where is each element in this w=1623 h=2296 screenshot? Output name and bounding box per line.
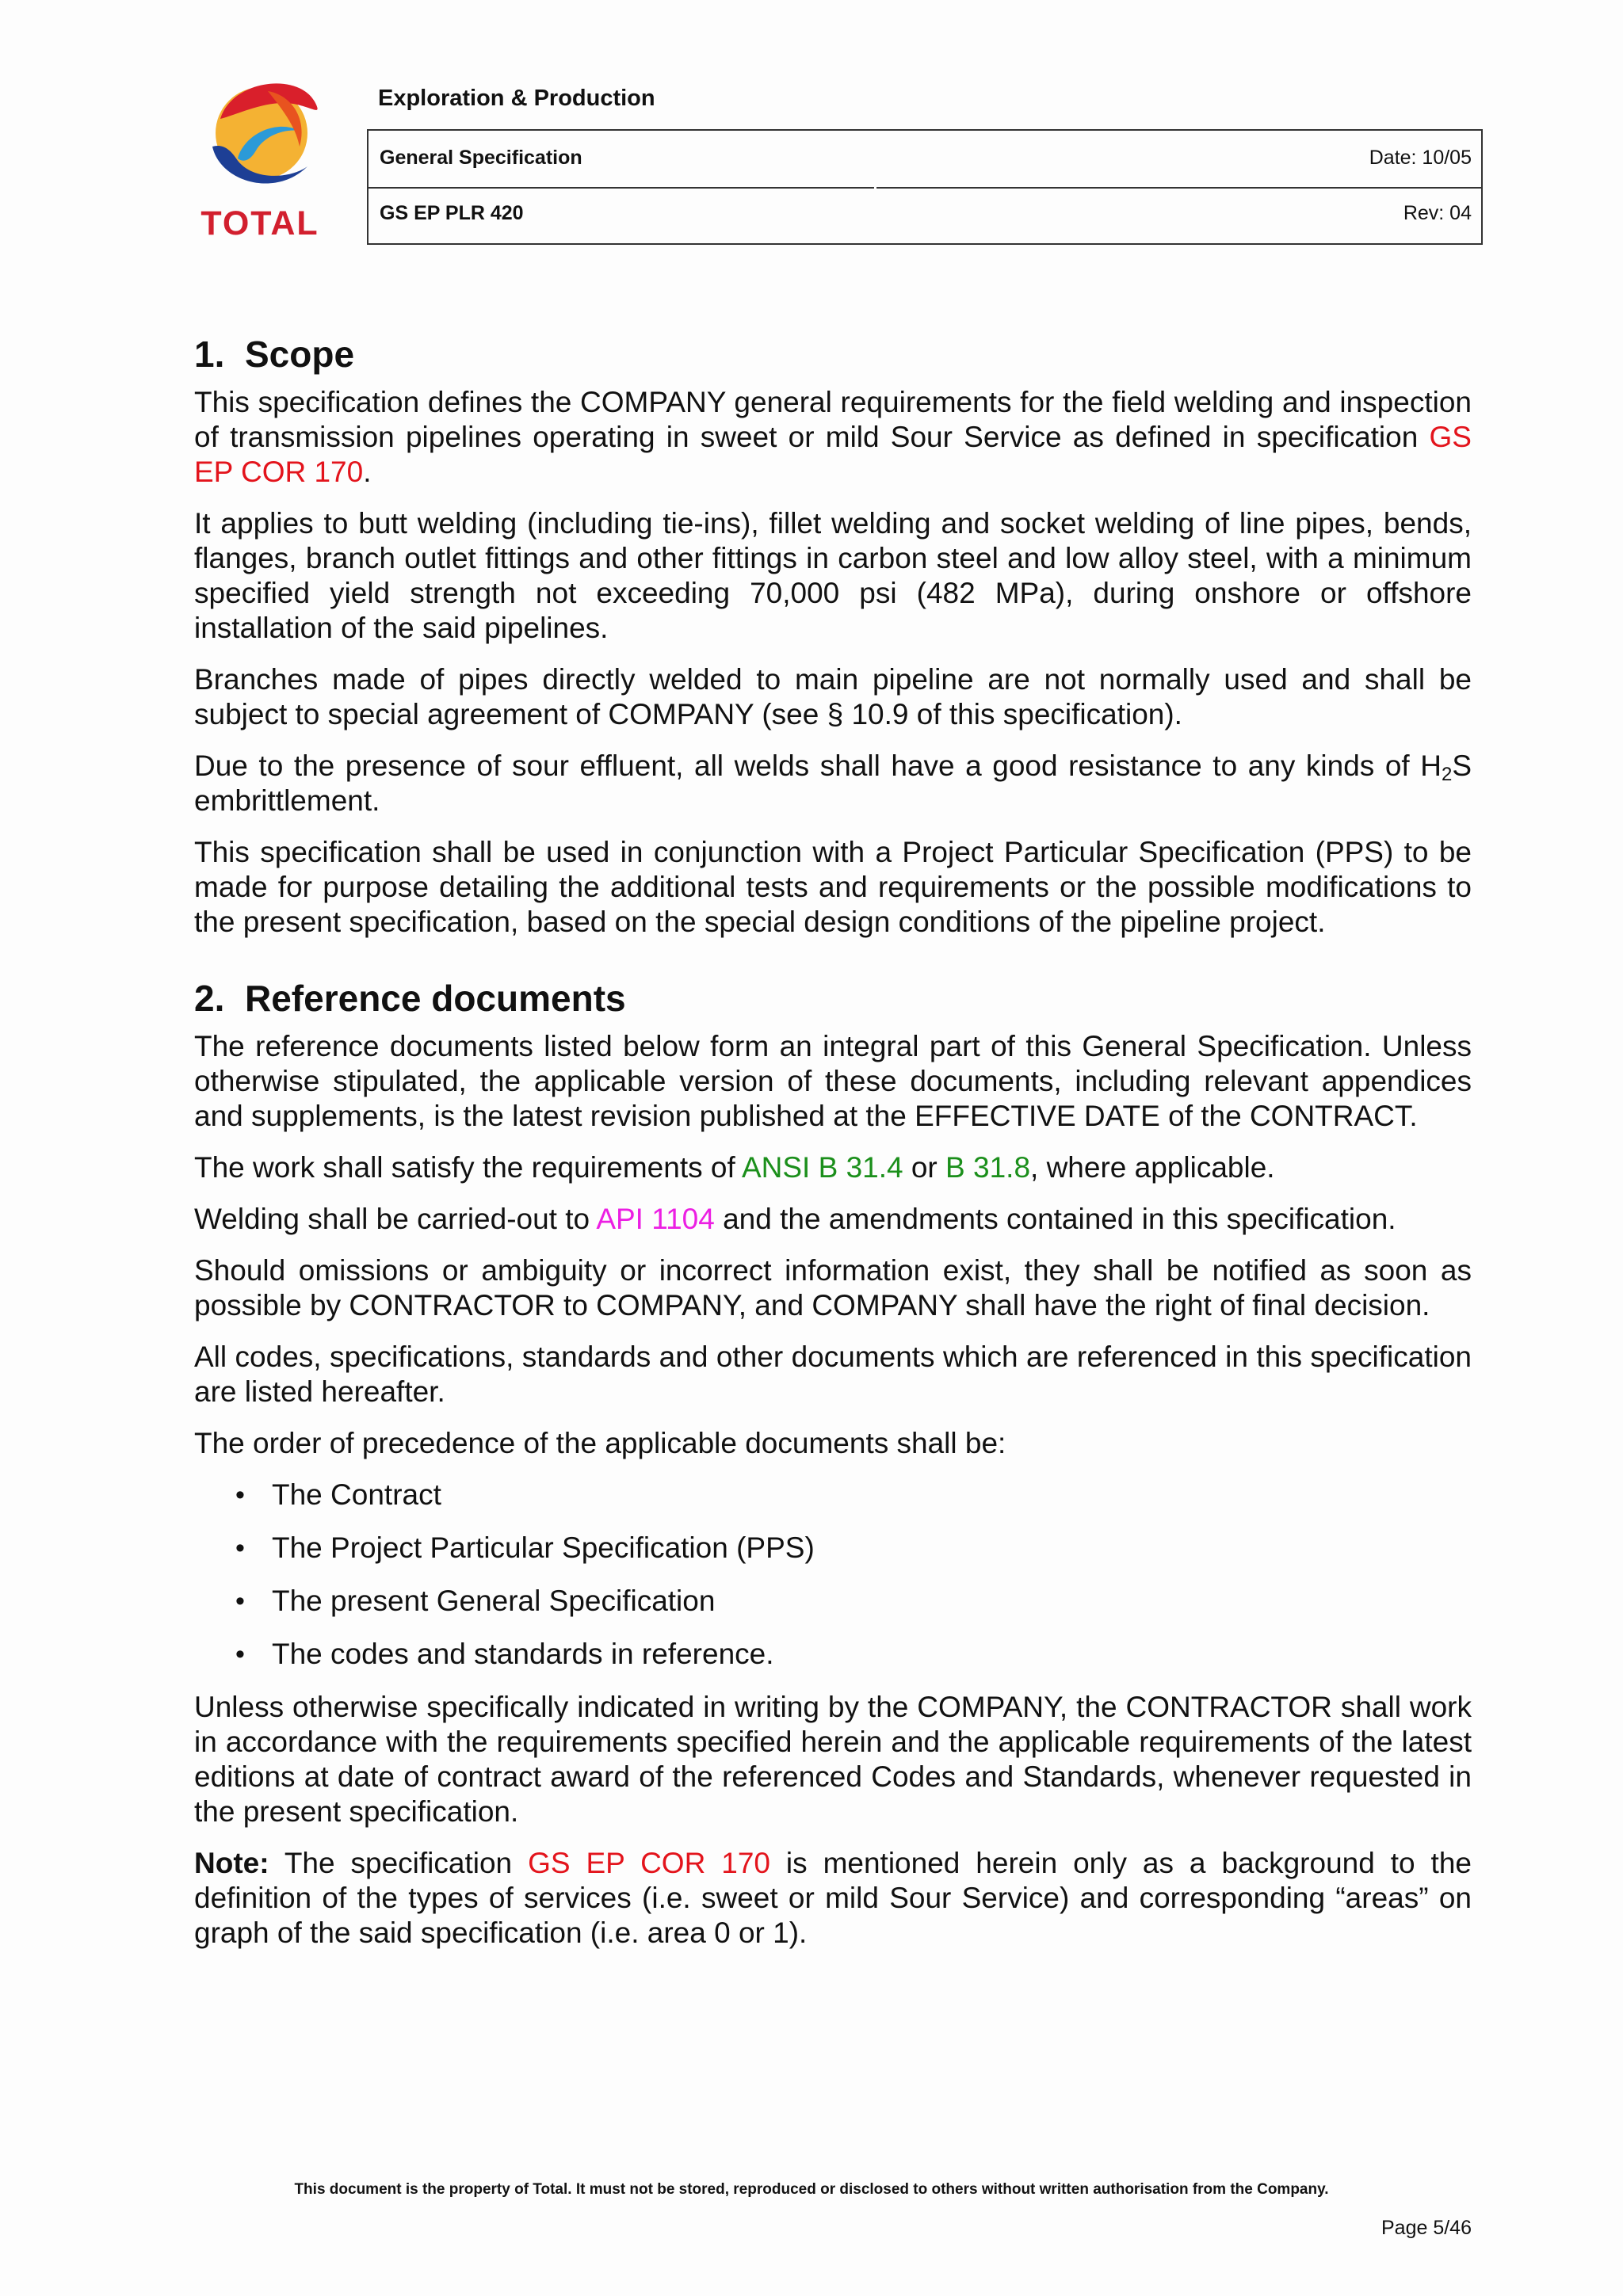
page-number: Page 5/46	[1381, 2217, 1472, 2239]
precedence-list	[194, 1478, 1472, 1672]
bullet-icon: •	[235, 1639, 245, 1669]
scope-paragraph-2: It applies to butt welding (including tie-ins), fillet welding and socket welding of line pipes, bends, flanges, branch outlet fittings and other fittings in carbon steel and low alloy steel, with a minimum specified yield strength not exceeding 70,000 psi (482 MPa), during onshore or offshore installation of the said pipelines.	[194, 507, 1472, 644]
section-1-number: 1.	[194, 334, 225, 375]
doc-date: Date: 10/05	[1369, 147, 1472, 169]
total-logo-icon	[189, 71, 331, 202]
bullet-icon: •	[235, 1533, 245, 1563]
scope-paragraph-1: This specification defines the COMPANY general requirements for the field welding and inspection of transmission pipelines operating in sweet or mild Sour Service as defined in specification GS EP COR 170.	[194, 386, 1472, 488]
list-item: • The Project Particular Specification (PPS)	[235, 1531, 815, 1564]
list-item: • The present General Specification	[235, 1585, 716, 1617]
scope-paragraph-4: Due to the presence of sour effluent, all welds shall have a good resistance to any kinds of $H_2S$ embrittlement.	[194, 749, 1472, 817]
ref-paragraph-7: Unless otherwise specifically indicated in writing by the COMPANY, the CONTRACTOR shall work in accordance with the requirements specified herein and the applicable requirements of the latest editions at date of contract award of the referenced Codes and Standards, whenever requested in the present specification.	[194, 1691, 1472, 1828]
doc-type: General Specification	[380, 147, 582, 169]
section-2-title: Reference documents	[245, 978, 626, 1019]
document-header-table	[367, 129, 1483, 245]
department-label: Exploration & Production	[378, 86, 655, 111]
section-1-title: Scope	[245, 334, 355, 375]
doc-code: GS EP PLR 420	[380, 202, 524, 224]
scope-paragraph-5: This specification shall be used in conjunction with a Project Particular Specification (PPS) to be made for purpose detailing the additional tests and requirements or the possible modifications to the present specification, based on the special design conditions of the pipeline project.	[194, 836, 1472, 938]
ref-paragraph-1: The reference documents listed below form an integral part of this General Specification. Unless otherwise stipulated, the applicable version of these documents, including relevant appendices and supplements, is the latest revision published at the EFFECTIVE DATE of the CONTRACT.	[194, 1030, 1472, 1132]
section-1-heading	[194, 333, 1472, 376]
ref-paragraph-3: Welding shall be carried-out to API 1104 and the amendments contained in this specification.	[194, 1203, 1396, 1235]
ref-paragraph-5: All codes, specifications, standards and other documents which are referenced in this specification are listed hereafter.	[194, 1341, 1472, 1408]
bullet-icon: •	[235, 1586, 245, 1616]
list-item: • The codes and standards in reference.	[235, 1638, 774, 1670]
bullet-icon: •	[235, 1480, 245, 1510]
ref-link-ansi-b31-4[interactable]: ANSI B 31.4	[741, 1151, 903, 1184]
ref-link-gs-ep-cor-170[interactable]: GS EP COR 170	[194, 421, 1472, 488]
note-label: Note:	[194, 1847, 269, 1879]
ref-link-b31-8[interactable]: B 31.8	[945, 1151, 1031, 1184]
ref-paragraph-4: Should omissions or ambiguity or incorrect information exist, they shall be notified as soon as possible by CONTRACTOR to COMPANY, and COMPANY shall have the right of final decision.	[194, 1254, 1472, 1322]
ref-paragraph-6: The order of precedence of the applicable documents shall be:	[194, 1427, 1006, 1459]
ref-link-api-1104[interactable]: API 1104	[596, 1203, 715, 1235]
note-paragraph: Note: The specification GS EP COR 170 is mentioned herein only as a background to the definition of the types of services (i.e. sweet or mild Sour Service) and corresponding “areas” on graph of the said specification (i.e. area 0 or 1).	[194, 1847, 1472, 1949]
brand-wordmark: TOTAL	[200, 204, 319, 242]
ref-paragraph-2: The work shall satisfy the requirements of ANSI B 31.4 or B 31.8, where applicable.	[194, 1151, 1275, 1184]
doc-revision: Rev: 04	[1403, 202, 1472, 224]
section-2-heading	[194, 977, 1472, 1020]
confidentiality-notice: This document is the property of Total. It must not be stored, reproduced or disclosed to others without written authorisation from the Company.	[294, 2181, 1329, 2198]
list-item: • The Contract	[235, 1478, 441, 1511]
scope-paragraph-3: Branches made of pipes directly welded to main pipeline are not normally used and shall be subject to special agreement of COMPANY (see § 10.9 of this specification).	[194, 663, 1472, 730]
document-body	[194, 333, 1472, 1967]
ref-link-gs-ep-cor-170-note[interactable]: GS EP COR 170	[528, 1847, 770, 1879]
total-logo	[189, 71, 331, 246]
section-2-number: 2.	[194, 978, 225, 1019]
